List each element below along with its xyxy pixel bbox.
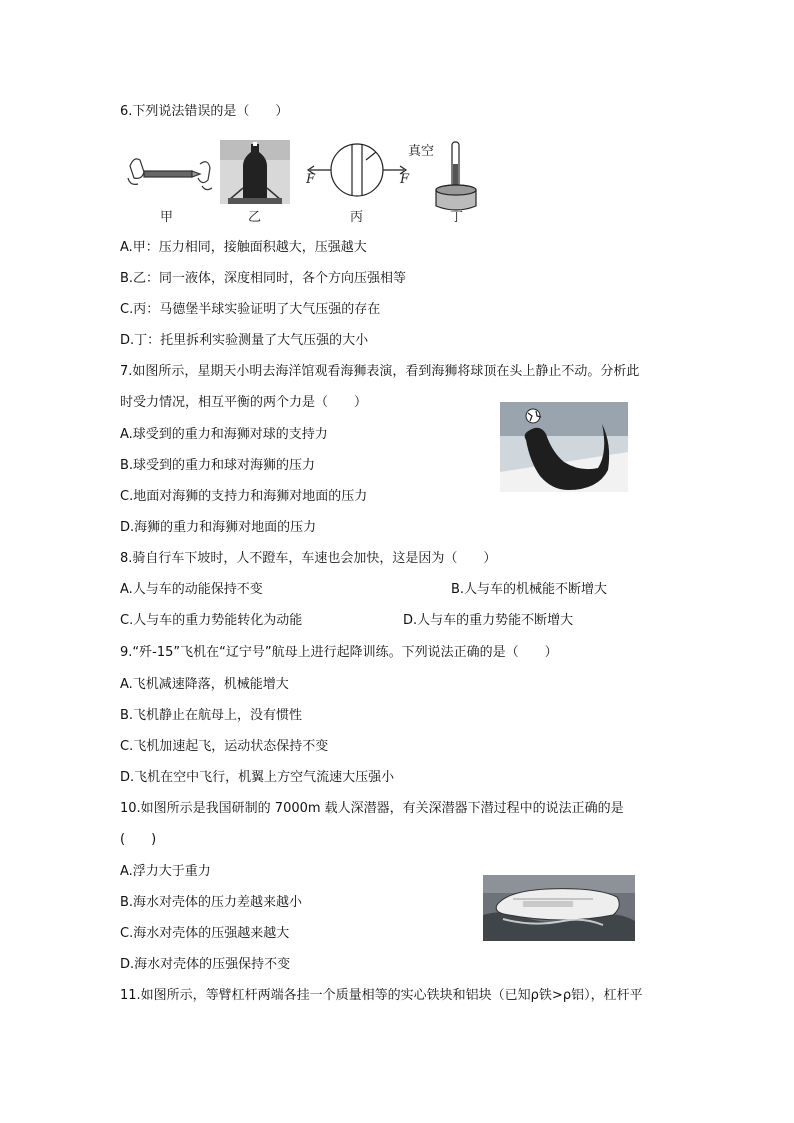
q9-option-c: C.飞机加速起飞，运动状态保持不变 [120, 739, 329, 754]
caption-yi: 乙 [248, 210, 262, 225]
q10-option-c: C.海水对壳体的压强越来越大 [120, 926, 290, 941]
q7-stem-line1: 7.如图所示，星期天小明去海洋馆观看海狮表演，看到海狮将球顶在头上静止不动。分析此 [120, 364, 640, 379]
q7-option-a: A.球受到的重力和海狮对球的支持力 [120, 427, 328, 442]
submersible-photo [483, 875, 635, 941]
submersible-photo-drawing [483, 875, 635, 941]
pencil-press-figure [128, 159, 212, 190]
q8-stem: 8.骑自行车下坡时，人不蹬车，车速也会加快，这是因为（ ） [120, 551, 497, 566]
q6-option-c: C.丙：马德堡半球实验证明了大气压强的存在 [120, 302, 381, 317]
q8-option-a: A.人与车的动能保持不变 [120, 582, 263, 597]
q8-option-d: D.人与车的重力势能不断增大 [403, 613, 574, 628]
torricelli-tube-figure [436, 142, 476, 210]
q7-option-d: D.海狮的重力和海狮对地面的压力 [120, 520, 317, 535]
q10-option-a: A.浮力大于重力 [120, 864, 211, 879]
q9-option-b: B.飞机静止在航母上，没有惯性 [120, 708, 303, 723]
q10-stem-line1: 10.如图所示是我国研制的 7000m 载人深潜器，有关深潜器下潜过程中的说法正确的是 [120, 801, 624, 816]
q6-stem: 6.下列说法错误的是（ ） [120, 104, 289, 119]
q6-figure-drawings [120, 128, 490, 228]
caption-ding: 丁 [450, 210, 464, 225]
q9-option-a: A.飞机减速降落，机械能增大 [120, 677, 289, 692]
sea-lion-photo-drawing [500, 402, 628, 492]
q6-option-b: B.乙：同一液体，深度相同时，各个方向压强相等 [120, 271, 407, 286]
q7-stem-line2: 时受力情况，相互平衡的两个力是（ ） [120, 395, 368, 410]
q9-option-d: D.飞机在空中飞行，机翼上方空气流速大压强小 [120, 770, 395, 785]
q7-option-c: C.地面对海狮的支持力和海狮对地面的压力 [120, 489, 368, 504]
force-label-left: F [306, 172, 316, 187]
q8-option-b: B.人与车的机械能不断增大 [451, 582, 608, 597]
q10-stem-line2: ( ) [120, 832, 157, 847]
q6-figure [120, 128, 490, 228]
q7-option-b: B.球受到的重力和球对海狮的压力 [120, 458, 316, 473]
q10-option-d: D.海水对壳体的压强保持不变 [120, 957, 291, 972]
caption-jia: 甲 [160, 210, 174, 225]
sea-lion-photo [500, 402, 628, 492]
caption-bing: 丙 [350, 210, 364, 225]
q9-stem: 9.“歼-15”飞机在“辽宁号”航母上进行起降训练。下列说法正确的是（ ） [120, 645, 558, 660]
magdeburg-hemispheres-figure [308, 144, 406, 196]
q6-option-a: A.甲：压力相同，接触面积越大，压强越大 [120, 240, 367, 255]
vacuum-label: 真空 [408, 144, 435, 159]
q11-stem: 11.如图所示，等臂杠杆两端各挂一个质量相等的实心铁块和铝块（已知ρ铁>ρ铝），杠杆平 [120, 988, 643, 1003]
force-label-right: F [400, 172, 410, 187]
bottle-photo-figure [220, 140, 290, 204]
q8-option-c: C.人与车的重力势能转化为动能 [120, 613, 303, 628]
q10-option-b: B.海水对壳体的压力差越来越小 [120, 895, 303, 910]
q6-option-d: D.丁：托里拆利实验测量了大气压强的大小 [120, 333, 369, 348]
